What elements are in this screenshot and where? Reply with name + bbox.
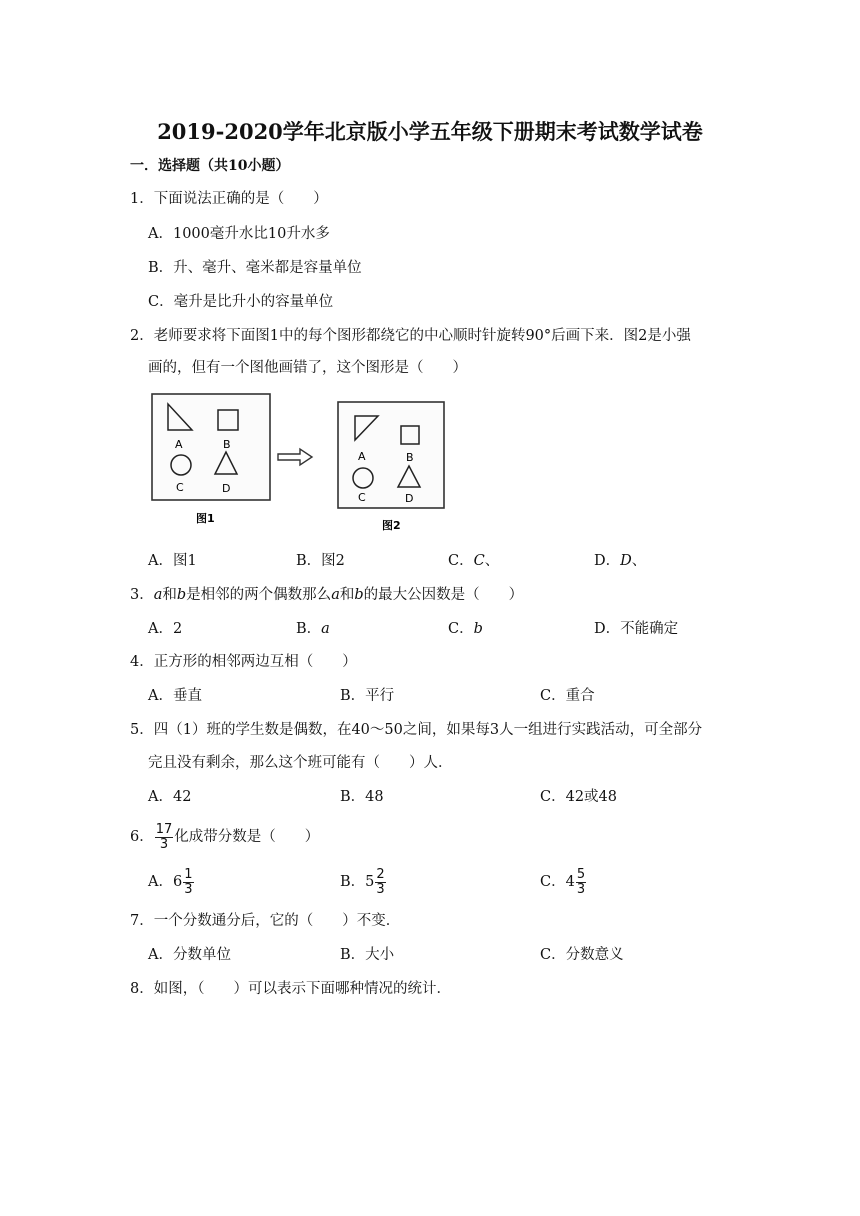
fraction-numerator: 5 [576, 866, 586, 882]
figure-1-caption: 图1 [196, 512, 215, 525]
question-5-stem-line1: 5．四（1）班的学生数是偶数，在40～50之间，如果每3人一组进行实践活动，可全部分 [130, 722, 703, 738]
option-variable: C [473, 553, 485, 569]
mixed-whole: 4 [565, 874, 575, 890]
variable-a: a [331, 587, 340, 603]
figure-2-caption: 图2 [382, 519, 401, 532]
figure-2 [338, 402, 444, 508]
question-6-option-c[interactable] [540, 865, 587, 899]
figure-1-label-d: D [222, 482, 231, 495]
figure-2-label-a: A [358, 450, 366, 463]
figure-2-label-d: D [405, 492, 414, 505]
variable-a: a [153, 587, 163, 603]
question-3-option-a[interactable]: A．2 [148, 621, 183, 637]
figure-2-label-c: C [358, 491, 366, 504]
question-4-option-c[interactable]: C．重合 [540, 688, 595, 704]
fraction-denominator: 3 [184, 881, 193, 897]
stem-text: 和 [339, 587, 355, 603]
option-label: C． [448, 621, 474, 637]
question-1-option-b[interactable]: B．升、毫升、毫米都是容量单位 [148, 260, 362, 276]
question-7-stem: 7．一个分数通分后，它的（ ）不变． [130, 913, 401, 929]
question-6-stem [130, 820, 319, 854]
question-1-option-a[interactable]: A．1000毫升水比10升水多 [148, 226, 330, 242]
option-variable: b [473, 621, 483, 637]
question-6-option-a[interactable] [148, 865, 195, 899]
option-label: C． [448, 553, 474, 569]
figure-2-label-b: B [406, 451, 414, 464]
arrow-icon [278, 449, 312, 465]
question-3-stem [130, 585, 523, 605]
option-punct: 、 [484, 553, 500, 569]
option-label: B． [296, 621, 322, 637]
figure-1-label-b: B [223, 438, 231, 451]
figure-1-label-a: A [175, 438, 183, 451]
rotation-figure [150, 392, 450, 538]
question-2-option-a[interactable]: A．图1 [148, 553, 197, 569]
stem-text: 和 [162, 587, 177, 603]
question-5-option-b[interactable]: B．48 [340, 789, 384, 805]
option-label: D． [594, 553, 621, 569]
question-4-option-a[interactable]: A．垂直 [148, 688, 202, 704]
fraction-denominator: 3 [576, 881, 586, 897]
stem-text: 的最大公因数是（ ） [363, 587, 524, 603]
question-3-option-d[interactable]: D．不能确定 [594, 621, 679, 637]
question-8-stem: 8．如图，（ ）可以表示下面哪种情况的统计． [130, 981, 451, 997]
fraction-numerator: 17 [155, 821, 173, 837]
fraction-numerator: 2 [376, 866, 385, 882]
page-title: 2019-2020学年北京版小学五年级下册期末考试数学试卷 [157, 119, 703, 144]
option-label: B． [340, 874, 366, 890]
question-2-stem-line1: 2．老师要求将下面图1中的每个图形都绕它的中心顺时针旋转90°后画下来．图2是小强 [130, 328, 691, 344]
mixed-whole: 5 [365, 874, 375, 890]
option-variable: a [321, 621, 330, 637]
stem-text: 化成带分数是（ ） [174, 829, 320, 845]
option-fraction [375, 868, 385, 897]
option-label: A． [148, 874, 173, 890]
fraction-denominator: 3 [159, 836, 169, 852]
mixed-whole: 6 [172, 874, 183, 890]
variable-b: b [354, 587, 364, 603]
fraction-17-3 [155, 823, 174, 852]
question-2-option-d[interactable] [594, 551, 646, 571]
figure-1 [152, 394, 270, 500]
question-3-option-c[interactable] [448, 619, 483, 639]
option-fraction [183, 868, 193, 897]
question-2-stem-line2: 画的，但有一个图他画错了，这个图形是（ ） [148, 360, 467, 376]
option-fraction [576, 868, 586, 897]
question-5-option-a[interactable]: A．42 [148, 789, 192, 805]
option-variable: D [620, 553, 632, 569]
question-4-stem: 4．正方形的相邻两边互相（ ） [130, 654, 357, 670]
variable-b: b [176, 587, 187, 603]
section-heading: 一．选择题（共10小题） [130, 158, 290, 174]
question-1-option-c[interactable]: C．毫升是比升小的容量单位 [148, 294, 334, 310]
fraction-denominator: 3 [376, 881, 385, 897]
question-6-option-b[interactable] [340, 865, 387, 899]
question-3-option-b[interactable] [296, 619, 330, 639]
question-1-stem: 1．下面说法正确的是（ ） [130, 191, 328, 207]
question-7-option-c[interactable]: C．分数意义 [540, 947, 624, 963]
stem-number: 3． [130, 587, 154, 603]
stem-text: 是相邻的两个偶数那么 [186, 587, 332, 603]
question-4-option-b[interactable]: B．平行 [340, 688, 395, 704]
option-punct: 、 [631, 553, 647, 569]
question-2-option-b[interactable]: B．图2 [296, 553, 345, 569]
question-5-option-c[interactable]: C．42或48 [540, 789, 617, 805]
option-label: C． [540, 874, 566, 890]
figure-1-label-c: C [176, 481, 184, 494]
question-2-option-c[interactable] [448, 551, 499, 571]
question-5-stem-line2: 完且没有剩余，那么这个班可能有（ ）人． [148, 755, 453, 771]
question-7-option-b[interactable]: B．大小 [340, 947, 395, 963]
stem-number: 6． [130, 829, 154, 845]
question-7-option-a[interactable]: A．分数单位 [148, 947, 231, 963]
fraction-numerator: 1 [184, 866, 193, 882]
